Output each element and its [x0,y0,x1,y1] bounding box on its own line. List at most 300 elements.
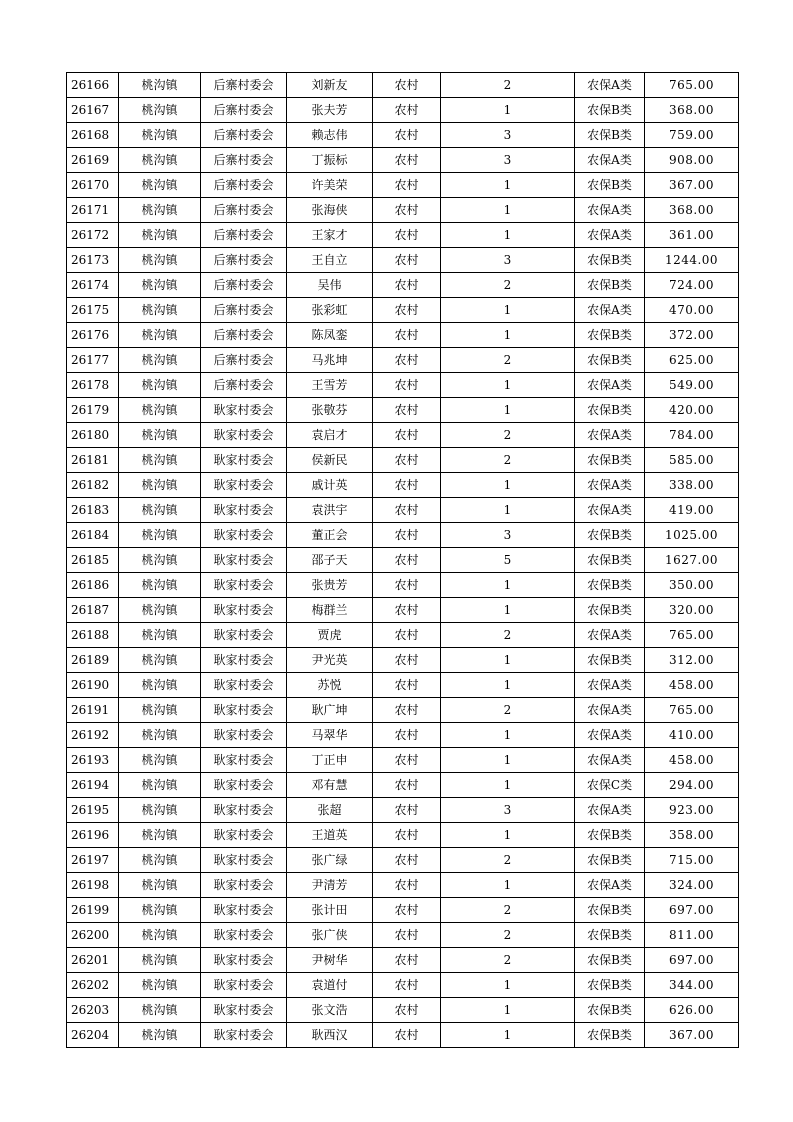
cell-household-count: 1 [441,673,575,698]
cell-town: 桃沟镇 [119,298,201,323]
cell-name: 马兆坤 [287,348,373,373]
cell-household-count: 2 [441,348,575,373]
cell-insurance-category: 农保B类 [575,173,645,198]
cell-amount: 811.00 [645,923,739,948]
cell-insurance-category: 农保B类 [575,348,645,373]
table-row [67,698,739,723]
cell-insurance-category: 农保A类 [575,748,645,773]
table-row [67,723,739,748]
cell-household-count: 1 [441,298,575,323]
cell-household-count: 2 [441,698,575,723]
cell-village-committee: 耿家村委会 [201,798,287,823]
cell-name: 袁洪宇 [287,498,373,523]
cell-insurance-category: 农保B类 [575,1023,645,1048]
cell-amount: 715.00 [645,848,739,873]
cell-name: 贾虎 [287,623,373,648]
cell-row-id: 26193 [67,748,119,773]
cell-row-id: 26176 [67,323,119,348]
cell-row-id: 26169 [67,148,119,173]
cell-area-type: 农村 [373,573,441,598]
cell-household-count: 2 [441,423,575,448]
cell-household-count: 2 [441,898,575,923]
table-row [67,123,739,148]
cell-area-type: 农村 [373,348,441,373]
cell-amount: 324.00 [645,873,739,898]
cell-amount: 458.00 [645,673,739,698]
cell-row-id: 26170 [67,173,119,198]
cell-area-type: 农村 [373,398,441,423]
table-row [67,473,739,498]
cell-area-type: 农村 [373,73,441,98]
cell-town: 桃沟镇 [119,73,201,98]
cell-household-count: 1 [441,323,575,348]
cell-amount: 765.00 [645,73,739,98]
cell-row-id: 26203 [67,998,119,1023]
table-row [67,398,739,423]
cell-name: 袁启才 [287,423,373,448]
cell-row-id: 26189 [67,648,119,673]
cell-row-id: 26186 [67,573,119,598]
cell-area-type: 农村 [373,198,441,223]
cell-village-committee: 耿家村委会 [201,573,287,598]
cell-town: 桃沟镇 [119,973,201,998]
cell-amount: 358.00 [645,823,739,848]
cell-village-committee: 后寨村委会 [201,73,287,98]
cell-town: 桃沟镇 [119,648,201,673]
cell-insurance-category: 农保B类 [575,648,645,673]
cell-amount: 724.00 [645,273,739,298]
cell-amount: 1025.00 [645,523,739,548]
cell-village-committee: 耿家村委会 [201,898,287,923]
cell-town: 桃沟镇 [119,1023,201,1048]
cell-town: 桃沟镇 [119,898,201,923]
cell-amount: 470.00 [645,298,739,323]
table-row [67,98,739,123]
table-row [67,923,739,948]
cell-row-id: 26173 [67,248,119,273]
cell-area-type: 农村 [373,523,441,548]
cell-insurance-category: 农保B类 [575,823,645,848]
cell-insurance-category: 农保B类 [575,123,645,148]
cell-town: 桃沟镇 [119,548,201,573]
cell-insurance-category: 农保A类 [575,423,645,448]
cell-amount: 294.00 [645,773,739,798]
cell-insurance-category: 农保A类 [575,198,645,223]
cell-village-committee: 后寨村委会 [201,98,287,123]
cell-household-count: 2 [441,923,575,948]
cell-area-type: 农村 [373,848,441,873]
cell-area-type: 农村 [373,898,441,923]
cell-household-count: 1 [441,198,575,223]
cell-row-id: 26198 [67,873,119,898]
cell-row-id: 26167 [67,98,119,123]
cell-area-type: 农村 [373,723,441,748]
table-row [67,423,739,448]
cell-village-committee: 耿家村委会 [201,948,287,973]
cell-name: 吴伟 [287,273,373,298]
cell-village-committee: 耿家村委会 [201,448,287,473]
cell-area-type: 农村 [373,873,441,898]
cell-town: 桃沟镇 [119,173,201,198]
cell-amount: 549.00 [645,373,739,398]
cell-name: 侯新民 [287,448,373,473]
cell-insurance-category: 农保B类 [575,98,645,123]
cell-village-committee: 耿家村委会 [201,648,287,673]
cell-row-id: 26180 [67,423,119,448]
table-row [67,848,739,873]
cell-household-count: 2 [441,448,575,473]
cell-village-committee: 耿家村委会 [201,498,287,523]
cell-row-id: 26202 [67,973,119,998]
cell-area-type: 农村 [373,323,441,348]
cell-name: 张超 [287,798,373,823]
cell-town: 桃沟镇 [119,948,201,973]
cell-row-id: 26192 [67,723,119,748]
cell-row-id: 26204 [67,1023,119,1048]
cell-area-type: 农村 [373,298,441,323]
cell-town: 桃沟镇 [119,148,201,173]
cell-household-count: 1 [441,823,575,848]
cell-name: 王雪芳 [287,373,373,398]
cell-amount: 908.00 [645,148,739,173]
table-row [67,173,739,198]
cell-village-committee: 耿家村委会 [201,698,287,723]
table-row [67,523,739,548]
cell-name: 耿西汉 [287,1023,373,1048]
cell-insurance-category: 农保A类 [575,373,645,398]
cell-name: 王自立 [287,248,373,273]
cell-name: 张计田 [287,898,373,923]
cell-insurance-category: 农保B类 [575,398,645,423]
cell-town: 桃沟镇 [119,123,201,148]
cell-household-count: 2 [441,948,575,973]
cell-insurance-category: 农保A类 [575,698,645,723]
cell-household-count: 1 [441,598,575,623]
cell-name: 董正会 [287,523,373,548]
cell-village-committee: 耿家村委会 [201,548,287,573]
cell-row-id: 26184 [67,523,119,548]
cell-insurance-category: 农保B类 [575,573,645,598]
cell-area-type: 农村 [373,998,441,1023]
cell-town: 桃沟镇 [119,798,201,823]
cell-village-committee: 后寨村委会 [201,173,287,198]
cell-village-committee: 后寨村委会 [201,148,287,173]
cell-village-committee: 后寨村委会 [201,198,287,223]
cell-insurance-category: 农保A类 [575,723,645,748]
cell-village-committee: 耿家村委会 [201,923,287,948]
table-row [67,273,739,298]
cell-household-count: 1 [441,473,575,498]
cell-household-count: 1 [441,573,575,598]
cell-insurance-category: 农保B类 [575,448,645,473]
cell-area-type: 农村 [373,148,441,173]
cell-area-type: 农村 [373,648,441,673]
cell-village-committee: 耿家村委会 [201,823,287,848]
cell-town: 桃沟镇 [119,623,201,648]
cell-town: 桃沟镇 [119,873,201,898]
cell-town: 桃沟镇 [119,498,201,523]
cell-insurance-category: 农保A类 [575,473,645,498]
cell-insurance-category: 农保C类 [575,773,645,798]
cell-insurance-category: 农保B类 [575,523,645,548]
cell-household-count: 2 [441,848,575,873]
cell-town: 桃沟镇 [119,248,201,273]
cell-town: 桃沟镇 [119,698,201,723]
cell-amount: 312.00 [645,648,739,673]
cell-name: 邓有慧 [287,773,373,798]
cell-village-committee: 耿家村委会 [201,1023,287,1048]
cell-household-count: 1 [441,973,575,998]
table-row [67,948,739,973]
cell-village-committee: 耿家村委会 [201,723,287,748]
cell-amount: 320.00 [645,598,739,623]
cell-row-id: 26168 [67,123,119,148]
cell-area-type: 农村 [373,748,441,773]
cell-name: 张彩虹 [287,298,373,323]
cell-town: 桃沟镇 [119,98,201,123]
cell-insurance-category: 农保B类 [575,923,645,948]
cell-village-committee: 耿家村委会 [201,598,287,623]
cell-name: 陈凤銮 [287,323,373,348]
cell-insurance-category: 农保A类 [575,148,645,173]
table-row [67,798,739,823]
cell-town: 桃沟镇 [119,773,201,798]
cell-area-type: 农村 [373,623,441,648]
table-row [67,323,739,348]
cell-village-committee: 后寨村委会 [201,123,287,148]
cell-row-id: 26179 [67,398,119,423]
cell-row-id: 26201 [67,948,119,973]
cell-household-count: 1 [441,998,575,1023]
cell-row-id: 26183 [67,498,119,523]
cell-amount: 368.00 [645,98,739,123]
table-row [67,498,739,523]
cell-name: 张贵芳 [287,573,373,598]
cell-name: 邵子天 [287,548,373,573]
cell-town: 桃沟镇 [119,323,201,348]
cell-name: 尹树华 [287,948,373,973]
cell-row-id: 26197 [67,848,119,873]
cell-amount: 368.00 [645,198,739,223]
cell-village-committee: 耿家村委会 [201,748,287,773]
cell-insurance-category: 农保B类 [575,998,645,1023]
cell-amount: 625.00 [645,348,739,373]
table-row [67,223,739,248]
cell-town: 桃沟镇 [119,998,201,1023]
cell-household-count: 1 [441,223,575,248]
cell-insurance-category: 农保A类 [575,873,645,898]
cell-name: 王家才 [287,223,373,248]
cell-town: 桃沟镇 [119,673,201,698]
table-row [67,298,739,323]
cell-amount: 759.00 [645,123,739,148]
cell-amount: 626.00 [645,998,739,1023]
cell-town: 桃沟镇 [119,723,201,748]
cell-household-count: 2 [441,623,575,648]
cell-village-committee: 后寨村委会 [201,298,287,323]
cell-household-count: 1 [441,373,575,398]
cell-insurance-category: 农保A类 [575,73,645,98]
benefit-table [66,72,739,1048]
cell-village-committee: 耿家村委会 [201,423,287,448]
cell-name: 梅群兰 [287,598,373,623]
cell-household-count: 1 [441,648,575,673]
cell-town: 桃沟镇 [119,473,201,498]
cell-amount: 1244.00 [645,248,739,273]
cell-row-id: 26172 [67,223,119,248]
table-row [67,248,739,273]
cell-area-type: 农村 [373,798,441,823]
cell-village-committee: 耿家村委会 [201,773,287,798]
cell-household-count: 1 [441,398,575,423]
table-row [67,998,739,1023]
table-row [67,448,739,473]
cell-area-type: 农村 [373,223,441,248]
cell-town: 桃沟镇 [119,573,201,598]
cell-household-count: 1 [441,773,575,798]
cell-amount: 367.00 [645,173,739,198]
cell-amount: 784.00 [645,423,739,448]
cell-amount: 350.00 [645,573,739,598]
table-row [67,623,739,648]
cell-amount: 420.00 [645,398,739,423]
cell-town: 桃沟镇 [119,273,201,298]
cell-name: 丁振标 [287,148,373,173]
cell-insurance-category: 农保B类 [575,273,645,298]
cell-household-count: 1 [441,173,575,198]
table-row [67,348,739,373]
cell-area-type: 农村 [373,123,441,148]
cell-name: 张海侠 [287,198,373,223]
cell-name: 张文浩 [287,998,373,1023]
cell-name: 张夫芳 [287,98,373,123]
cell-area-type: 农村 [373,548,441,573]
cell-name: 许美荣 [287,173,373,198]
cell-village-committee: 耿家村委会 [201,973,287,998]
cell-row-id: 26196 [67,823,119,848]
cell-village-committee: 耿家村委会 [201,848,287,873]
cell-household-count: 1 [441,723,575,748]
cell-row-id: 26182 [67,473,119,498]
cell-insurance-category: 农保B类 [575,548,645,573]
cell-insurance-category: 农保B类 [575,898,645,923]
cell-row-id: 26191 [67,698,119,723]
cell-name: 尹光英 [287,648,373,673]
table-row [67,873,739,898]
cell-row-id: 26190 [67,673,119,698]
cell-name: 戚计英 [287,473,373,498]
cell-insurance-category: 农保A类 [575,673,645,698]
cell-name: 马翠华 [287,723,373,748]
cell-insurance-category: 农保B类 [575,598,645,623]
cell-household-count: 1 [441,748,575,773]
cell-amount: 458.00 [645,748,739,773]
cell-amount: 585.00 [645,448,739,473]
cell-household-count: 2 [441,273,575,298]
cell-name: 耿广坤 [287,698,373,723]
cell-household-count: 2 [441,73,575,98]
cell-household-count: 1 [441,1023,575,1048]
cell-area-type: 农村 [373,823,441,848]
cell-insurance-category: 农保B类 [575,323,645,348]
cell-name: 刘新友 [287,73,373,98]
cell-row-id: 26177 [67,348,119,373]
cell-amount: 367.00 [645,1023,739,1048]
cell-row-id: 26187 [67,598,119,623]
cell-village-committee: 耿家村委会 [201,398,287,423]
cell-amount: 765.00 [645,698,739,723]
table-row [67,773,739,798]
cell-village-committee: 耿家村委会 [201,873,287,898]
cell-village-committee: 耿家村委会 [201,673,287,698]
cell-village-committee: 耿家村委会 [201,623,287,648]
cell-village-committee: 后寨村委会 [201,273,287,298]
cell-town: 桃沟镇 [119,398,201,423]
cell-insurance-category: 农保A类 [575,498,645,523]
cell-amount: 697.00 [645,948,739,973]
cell-village-committee: 后寨村委会 [201,323,287,348]
table-row [67,198,739,223]
table-row [67,73,739,98]
cell-town: 桃沟镇 [119,598,201,623]
cell-area-type: 农村 [373,698,441,723]
cell-area-type: 农村 [373,973,441,998]
table-row [67,573,739,598]
cell-village-committee: 后寨村委会 [201,223,287,248]
table-row [67,598,739,623]
cell-town: 桃沟镇 [119,223,201,248]
cell-row-id: 26200 [67,923,119,948]
table-row [67,373,739,398]
cell-household-count: 5 [441,548,575,573]
cell-amount: 1627.00 [645,548,739,573]
table-row [67,148,739,173]
cell-area-type: 农村 [373,498,441,523]
cell-area-type: 农村 [373,248,441,273]
cell-name: 张广绿 [287,848,373,873]
cell-town: 桃沟镇 [119,373,201,398]
cell-household-count: 3 [441,123,575,148]
cell-name: 赖志伟 [287,123,373,148]
cell-amount: 923.00 [645,798,739,823]
cell-village-committee: 后寨村委会 [201,248,287,273]
cell-insurance-category: 农保B类 [575,948,645,973]
cell-household-count: 3 [441,248,575,273]
cell-household-count: 3 [441,148,575,173]
cell-name: 张敬芬 [287,398,373,423]
cell-amount: 419.00 [645,498,739,523]
cell-amount: 410.00 [645,723,739,748]
cell-name: 张广侠 [287,923,373,948]
cell-village-committee: 耿家村委会 [201,998,287,1023]
cell-area-type: 农村 [373,423,441,448]
cell-area-type: 农村 [373,773,441,798]
cell-area-type: 农村 [373,473,441,498]
cell-village-committee: 后寨村委会 [201,373,287,398]
cell-area-type: 农村 [373,948,441,973]
cell-area-type: 农村 [373,448,441,473]
table-row [67,548,739,573]
cell-town: 桃沟镇 [119,348,201,373]
cell-amount: 361.00 [645,223,739,248]
cell-row-id: 26171 [67,198,119,223]
cell-household-count: 1 [441,873,575,898]
cell-amount: 344.00 [645,973,739,998]
table-row [67,648,739,673]
table-row [67,1023,739,1048]
cell-town: 桃沟镇 [119,423,201,448]
cell-town: 桃沟镇 [119,198,201,223]
